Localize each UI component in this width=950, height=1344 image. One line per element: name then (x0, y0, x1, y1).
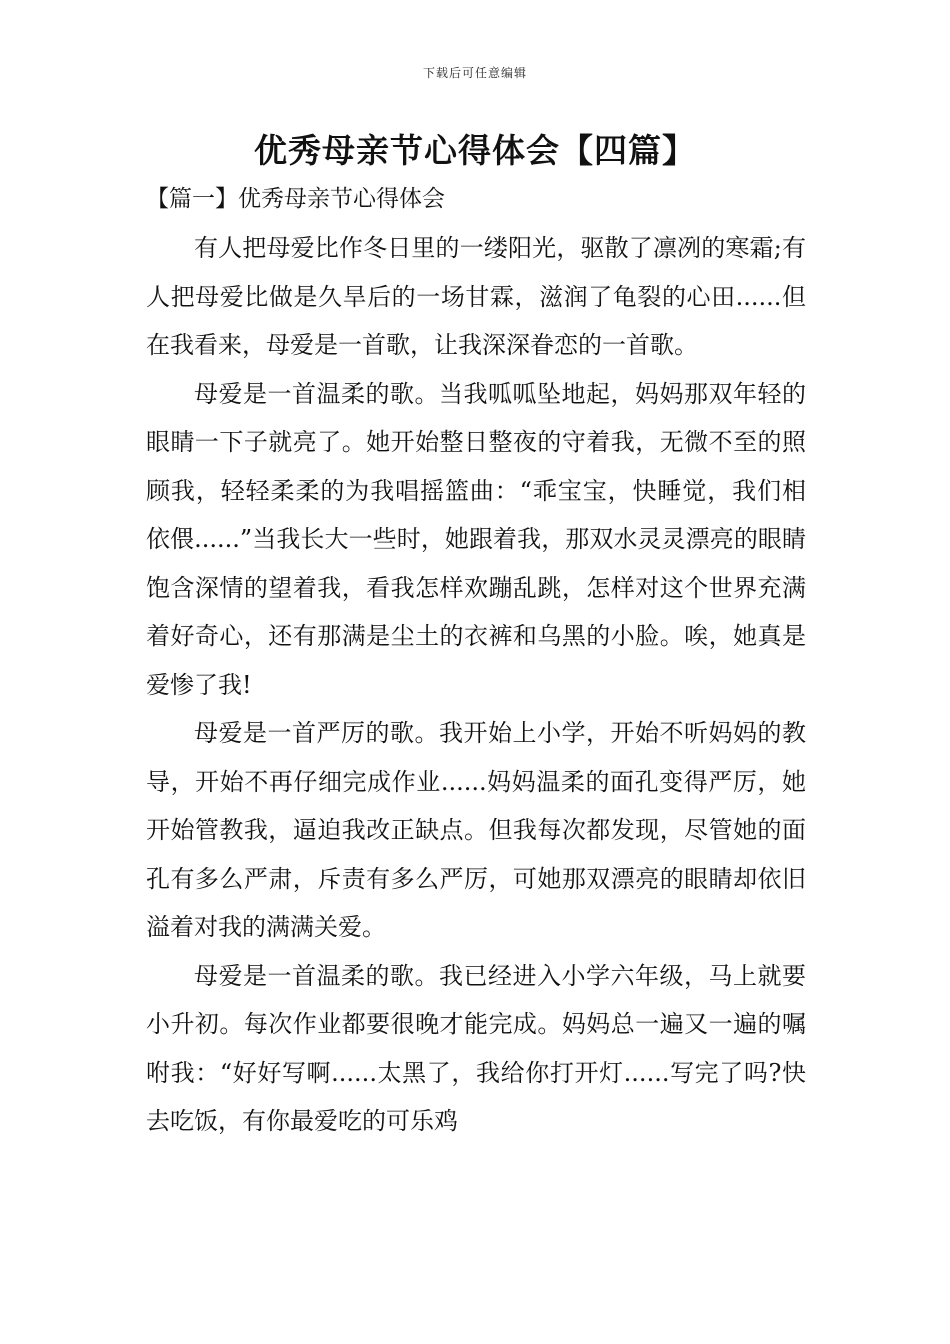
paragraph-2: 母爱是一首温柔的歌。当我呱呱坠地起，妈妈那双年轻的眼睛一下子就亮了。她开始整日整夜的守着我，无微不至的照顾我，轻轻柔柔的为我唱摇篮曲：“乖宝宝，快睡觉，我们相依偎......”当我长大一些时，她跟着我，那双水灵灵漂亮的眼睛饱含深情的望着我，看我怎样欢蹦乱跳，怎样对这个世界充满着好奇心，还有那满是尘土的衣裤和乌黑的小脸。唉，她真是爱惨了我! (146, 379, 806, 699)
section-heading: 【篇一】优秀母亲节心得体会 (146, 186, 445, 212)
paragraph-1: 有人把母爱比作冬日里的一缕阳光，驱散了凛冽的寒霜;有人把母爱比做是久旱后的一场甘霖，滋润了龟裂的心田......但在我看来，母爱是一首歌，让我深深眷恋的一首歌。 (146, 234, 806, 359)
document-body (146, 180, 806, 1146)
document-title: 优秀母亲节心得体会【四篇】 (254, 131, 696, 170)
paragraph-4: 母爱是一首温柔的歌。我已经进入小学六年级，马上就要小升初。每次作业都要很晚才能完成。妈妈总一遍又一遍的嘱咐我：“好好写啊......太黑了，我给你打开灯......写完了吗?快去吃饭，有你最爱吃的可乐鸡 (146, 961, 806, 1135)
paragraph-3: 母爱是一首严厉的歌。我开始上小学，开始不听妈妈的教导，开始不再仔细完成作业......妈妈温柔的面孔变得严厉，她开始管教我，逼迫我改正缺点。但我每次都发现，尽管她的面孔有多么严肃，斥责有多么严厉，可她那双漂亮的眼睛却依旧溢着对我的满满关爱。 (146, 719, 806, 941)
header-note: 下载后可任意编辑 (422, 66, 527, 80)
